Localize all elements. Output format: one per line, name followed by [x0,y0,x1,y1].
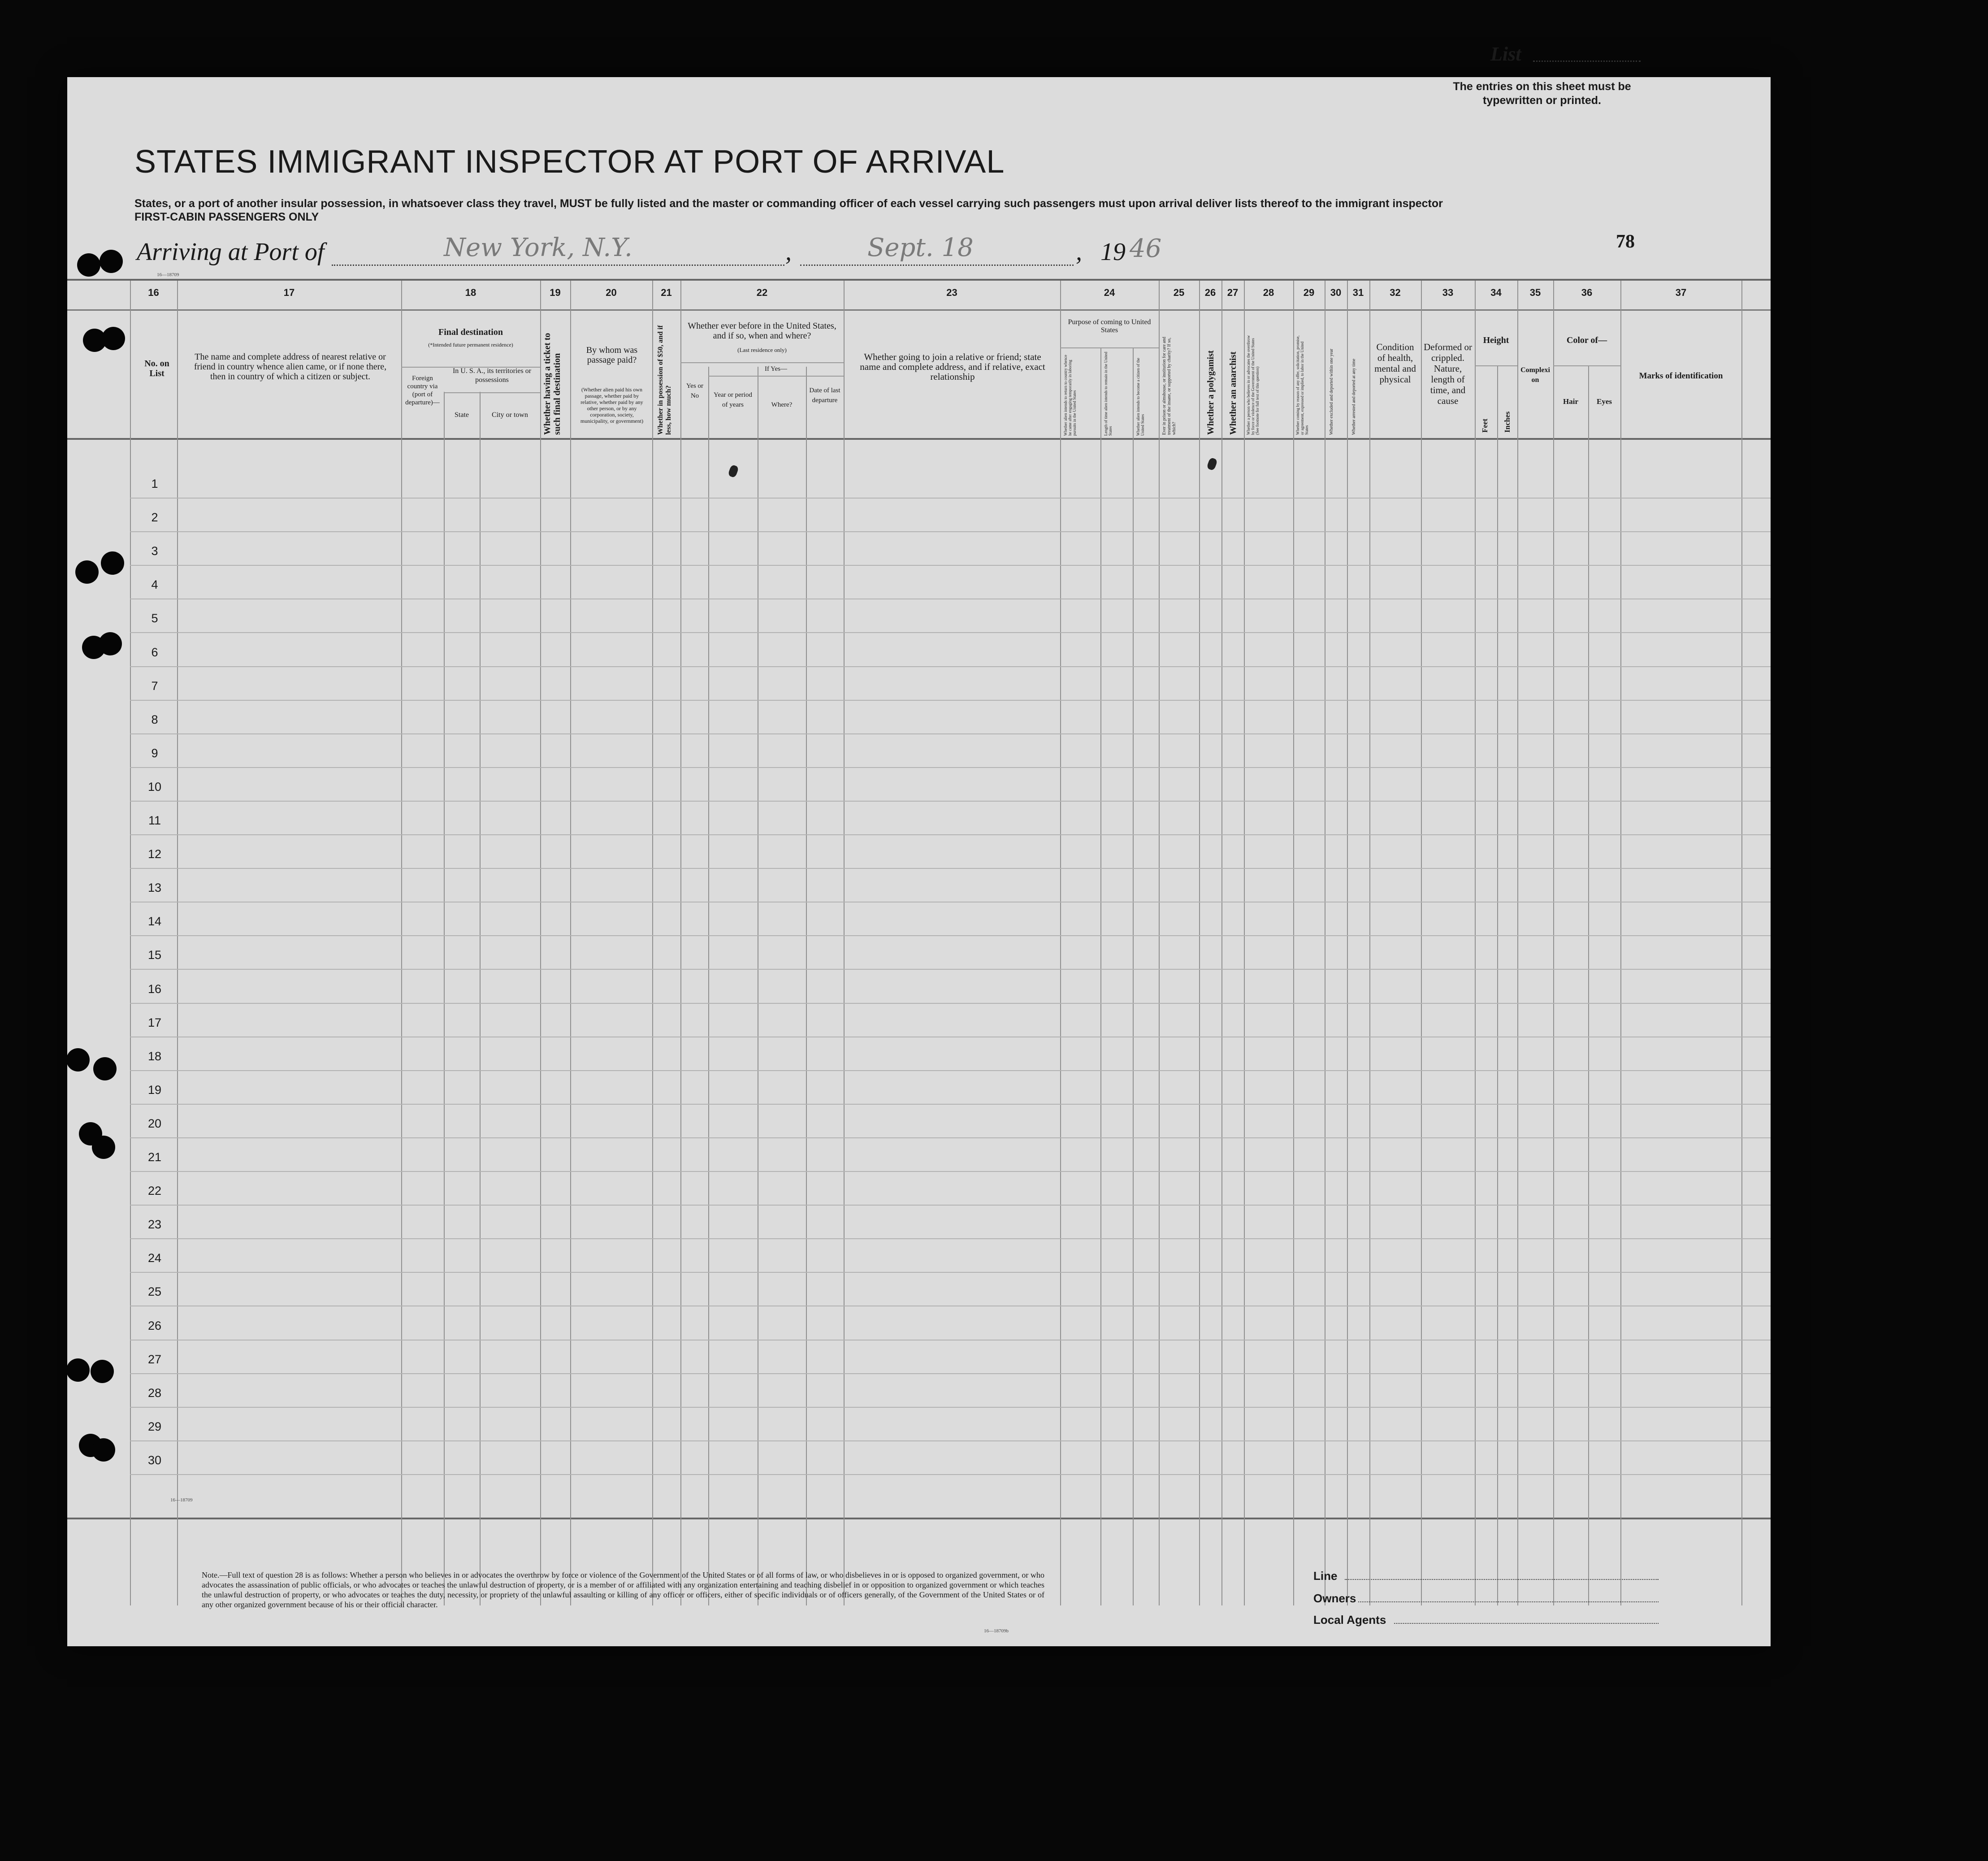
header-fifty-dollars: Whether in possession of $50, and if less, how much? [657,325,672,435]
row-number: 3 [151,544,158,558]
row-number: 1 [151,477,158,490]
header-purpose: Purpose of coming to United States [1068,318,1151,334]
header-purpose-length: Length of time alien intends to remain in the United States [1104,351,1113,436]
column-divider [480,392,481,1605]
header-inches: Inches [1503,411,1512,433]
header-passage-paid: By whom was passage paid? [586,345,638,365]
row-rule [130,969,1771,970]
footer-owners-label: Owners [1313,1592,1356,1605]
column-divider [708,367,709,1605]
row-rule [130,834,1771,835]
form-number-bottom: 16—18709 [170,1497,193,1503]
row-rule [130,1104,1771,1105]
port-value: New York, N.Y. [444,233,632,262]
year-prefix: 19 [1100,238,1126,266]
colnum-24: 24 [1104,287,1115,298]
row-rule [130,1238,1771,1239]
row-rule [130,700,1771,701]
binder-hole [101,551,124,575]
subheader-rule [444,392,540,393]
row-number: 15 [147,948,162,962]
colnum-28: 28 [1263,287,1274,298]
row-rule [130,767,1771,768]
binder-hole [92,1136,115,1159]
row-number: 23 [147,1218,162,1232]
header-hair: Hair [1563,397,1578,406]
comma: , [1076,238,1082,266]
form-number-footer: 16—18709b [984,1628,1009,1634]
row-number: 2 [151,511,158,525]
header-where: Where? [771,401,793,408]
footer-agents-field [1394,1623,1659,1624]
row-number: 11 [148,814,161,827]
footer-line-field [1345,1579,1659,1580]
header-purpose-citizen: Whether alien intends to become a citizen of the United States [1136,358,1145,436]
colnum-26: 26 [1204,287,1216,298]
row-rule [130,498,1771,499]
header-labor-offer: Whether coming by reason of any offer, solicitation, promise, or agreement, expressed or implied, to labor in the United States [1295,335,1309,435]
header-eyes: Eyes [1597,397,1612,406]
row-number: 12 [147,847,162,861]
header-excluded: Whether excluded and deported within one year [1329,348,1334,435]
manifest-sheet [67,77,1771,1646]
row-rule [130,666,1771,667]
row-number: 29 [147,1419,162,1433]
row-rule [130,1003,1771,1004]
header-state: State [455,411,469,419]
binder-hole [77,253,100,277]
row-number: 6 [151,645,158,659]
row-rule [130,1137,1771,1138]
cabin-class: FIRST-CABIN PASSENGERS ONLY [134,211,319,223]
row-number: 21 [147,1150,162,1164]
binder-hole [99,632,122,655]
typewritten-notice: The entries on this sheet must be typewritten or printed. [1453,80,1631,107]
row-rule [130,1407,1771,1408]
row-rule [130,1440,1771,1441]
binder-hole [66,1358,90,1382]
header-overthrow: Whether a person who believes in or advocates the overthrow by force or violence of the Government of the United States (See footnote for full text of this question) [1246,335,1260,435]
table-top-rule [67,279,1771,281]
row-rule [130,1070,1771,1071]
header-purpose-return: Whether alien intends to return to country whence he came after engaging temporarily in laboring pursuits in the United States [1063,355,1077,436]
header-final-destination-note: (*Intended future permanent residence) [428,342,513,348]
binder-hole [66,1048,90,1071]
column-divider [1133,348,1134,1605]
header-in-usa: In U. S. A., its territories or possessions [452,367,532,384]
binder-hole [100,250,123,273]
header-final-destination: Final destination [438,327,503,337]
comma: , [785,238,792,266]
header-polygamist: Whether a polygamist [1206,350,1216,435]
binder-hole [93,1057,117,1080]
row-rule [130,565,1771,566]
header-deformed: Deformed or crippled. Nature, length of time, and cause [1424,342,1472,406]
row-rule [130,1171,1771,1172]
header-if-yes: If Yes— [764,365,787,373]
row-number: 19 [147,1083,162,1097]
colnum-33: 33 [1442,287,1454,298]
list-label: List [1490,43,1521,65]
form-number: 16—18709 [157,272,179,278]
colnum-rule [67,309,1771,311]
row-number: 28 [147,1386,162,1400]
header-complexion: Complexion [1520,366,1550,384]
row-number: 17 [147,1015,162,1029]
header-feet: Feet [1481,418,1489,433]
binder-hole [92,1438,115,1462]
colnum-27: 27 [1227,287,1239,298]
list-number-line [1533,61,1641,62]
port-line [332,265,784,266]
header-ever-before: Whether ever before in the United States, and if so, when and where? [688,321,836,341]
colnum-19: 19 [550,287,561,298]
colnum-20: 20 [606,287,617,298]
row-number: 14 [147,915,162,928]
colnum-30: 30 [1330,287,1342,298]
colnum-37: 37 [1675,287,1687,298]
row-number: 8 [151,712,158,726]
header-arrested: Whether arrested and deported at any time [1351,359,1356,435]
footer-line-label: Line [1313,1569,1338,1583]
header-height: Height [1483,335,1509,345]
header-health: Condition of health, mental and physical [1374,342,1416,385]
colnum-21: 21 [661,287,672,298]
row-number: 26 [147,1319,162,1332]
row-rule [130,1373,1771,1374]
header-last-residence: (Last residence only) [737,347,787,353]
subheader-rule [680,362,844,363]
row-rule [130,935,1771,936]
header-yes-no: Yes or No [686,382,704,399]
binder-hole [91,1360,114,1383]
footnote-question-28: Note.—Full text of question 28 is as follows: Whether a person who believes in or advocates the overthrow by force or violence of the Government of the United States or of all forms of law, or who disbelieves in or is opposed to organized government, or who advocates the assassination of public officials, or who advocates or teaches the unlawful destruction of property, or is a member of or affiliated with any organization entertaining and teaching disbelief in or opposition to organized government or which teaches the unlawful destruction of property, or who advocates or teaches the duty, necessity, or propriety of the unlawful assaulting or killing of any officer or officers, either of specific individuals or of officers generally, of the Government of the United States or of any other organized government because of his or their official character. [202,1570,1044,1609]
colnum-34: 34 [1490,287,1502,298]
header-anarchist: Whether an anarchist [1228,351,1238,435]
column-divider [1497,366,1498,1605]
colnum-36: 36 [1581,287,1593,298]
header-years: Year or period of years [714,391,752,408]
date-line [800,265,1074,266]
subheader-rule [1553,365,1620,366]
table-bottom-rule [67,1518,1771,1519]
row-number: 22 [147,1184,162,1198]
subheader-rule [1475,365,1517,366]
row-rule [130,733,1771,734]
colnum-32: 32 [1390,287,1401,298]
colnum-17: 17 [283,287,295,298]
row-rule [130,1272,1771,1273]
subheader-rule [1060,347,1159,348]
year-value: 46 [1130,234,1162,263]
header-passage-note: (Whether alien paid his own passage, whether paid by relative, whether paid by any other person, or by any corporation, society, municipality, or government) [580,386,644,424]
row-number: 18 [147,1049,162,1063]
row-rule [130,1205,1771,1206]
row-number: 20 [147,1116,162,1130]
colnum-18: 18 [465,287,476,298]
header-color: Color of— [1566,335,1607,345]
page-number: 78 [1616,231,1635,252]
footer-owners-field [1358,1601,1659,1602]
row-number: 5 [151,612,158,625]
row-number: 10 [147,780,162,794]
header-no-on-list: No. on List [144,359,169,378]
row-rule [130,868,1771,869]
footer-agents-label: Local Agents [1313,1613,1386,1627]
row-rule [130,801,1771,802]
colnum-31: 31 [1352,287,1364,298]
header-prison: Ever in prison or almshouse, or institution for care and treatment of the insane, or supported by charity? If so, which? [1162,337,1177,435]
date-value: Sept. 18 [867,233,974,262]
row-number: 13 [147,881,162,895]
row-number: 25 [147,1285,162,1299]
colnum-22: 22 [756,287,768,298]
column-divider [444,392,445,1605]
row-rule [130,1474,1771,1475]
row-number: 24 [147,1251,162,1265]
binder-hole [102,327,125,350]
colnum-16: 16 [148,287,159,298]
row-number: 30 [147,1453,162,1467]
column-divider [806,367,807,1605]
page-subtitle: States, or a port of another insular possession, in whatsoever class they travel, MUST be fully listed and the master or commanding officer of each vessel carrying such passengers must upon arrival deliver lists thereof to the immigrant inspector [134,197,1443,210]
row-rule [130,632,1771,633]
row-number: 27 [147,1352,162,1366]
header-ticket: Whether having a ticket to such final destination [542,333,562,435]
column-divider [1588,366,1589,1605]
subheader-rule [708,376,844,377]
arriving-label: Arriving at Port of [137,238,325,266]
row-number: 7 [151,679,158,693]
column-divider [1100,348,1101,1605]
colnum-25: 25 [1173,287,1185,298]
row-number: 4 [151,578,158,592]
header-city: City or town [492,411,528,419]
colnum-23: 23 [946,287,957,298]
header-last-departure: Date of last departure [809,387,840,404]
header-foreign-country: Foreign country via (port of departure)— [405,375,440,406]
header-nearest-relative: The name and complete address of nearest relative or friend in country whence alien came, or if none there, then in country of which a citizen or subject. [194,352,387,382]
page-title: STATES IMMIGRANT INSPECTOR AT PORT OF ARRIVAL [134,144,1005,180]
header-bottom-rule [67,438,1771,440]
row-number: 9 [151,746,158,760]
binder-hole [75,560,99,584]
row-rule [130,531,1771,532]
header-marks: Marks of identification [1639,371,1723,381]
colnum-29: 29 [1303,287,1315,298]
colnum-35: 35 [1529,287,1541,298]
row-number: 16 [147,982,162,996]
header-going-to-join: Whether going to join a relative or friend; state name and complete address, and if relative, exact relationship [860,351,1045,382]
